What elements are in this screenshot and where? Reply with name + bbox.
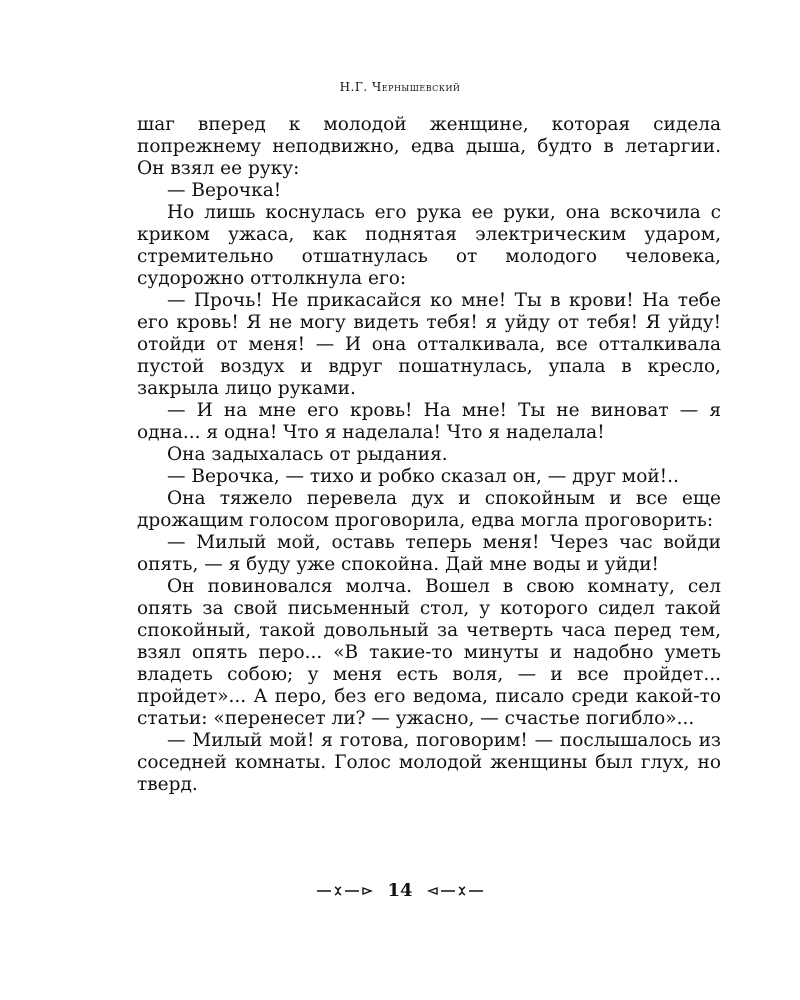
paragraph: Она задыхалась от рыдания. [167, 444, 448, 465]
paragraph: шаг вперед к молодой женщине, которая сидела попрежнему неподвижно, едва дыша, будто в летаргии. Он взял ее руку: [137, 114, 721, 179]
page-text [137, 114, 721, 796]
paragraph: — Милый мой, оставь теперь меня! Через час войди опять, — я буду уже спокойна. Дай мне воды и уйди! [137, 532, 721, 575]
page-footer [0, 880, 800, 901]
author-name: Н.Г. Чернышевский [339, 80, 461, 94]
running-header [0, 80, 800, 94]
page-number: 14 [387, 880, 413, 901]
paragraph: Она тяжело перевела дух и спокойным и все еще дрожащим голосом проговорила, едва могла проговорить: [137, 488, 721, 531]
paragraph: Но лишь коснулась его рука ее руки, она вскочила с криком ужаса, как поднятая электрическим ударом, стремительно отшатнулась от молодого человека, судорожно оттолкнула его: [137, 202, 721, 289]
paragraph: Он повиновался молча. Вошел в свою комнату, сел опять за свой письменный стол, у которого сидел такой спокойный, такой довольный за четверть часа перед тем, взял опять перо... «В такие-то минуты и надобно уметь владеть собою; у меня есть воля, — и все пройдет... пройдет»... А перо, без его ведома, писало среди какой-то статьи: «перенесет ли? — ужасно, — счастье погибло»... [137, 576, 721, 729]
paragraph: — Верочка, — тихо и робко сказал он, — друг мой!.. [167, 466, 679, 487]
left-ornament-icon [315, 884, 375, 898]
paragraph: — И на мне его кровь! На мне! Ты не виноват — я одна... я одна! Что я наделала! Что я наделала! [137, 400, 721, 443]
paragraph: — Прочь! Не прикасайся ко мне! Ты в крови! На тебе его кровь! Я не могу видеть тебя! я уйду от тебя! Я уйду! отойди от меня! — И она отталкивала, все отталкивала пустой воздух и вдруг пошатнулась, упала в кресло, закрыла лицо руками. [137, 290, 721, 399]
paragraph: — Верочка! [167, 180, 282, 201]
paragraph: — Милый мой! я готова, поговорим! — послышалось из соседней комнаты. Голос молодой женщины был глух, но тверд. [137, 730, 721, 795]
right-ornament-icon [425, 884, 485, 898]
